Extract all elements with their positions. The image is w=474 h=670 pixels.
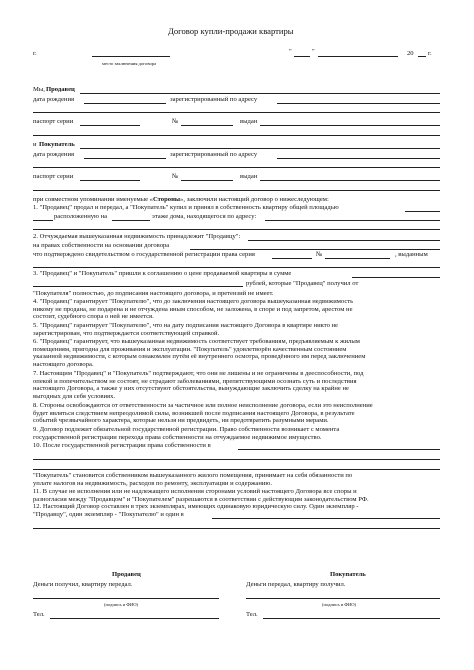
buyer-signature-field[interactable] xyxy=(246,598,440,599)
clause-1-line2b: этаже дома, находящегося по адресу: xyxy=(152,213,257,220)
buyer-and: и xyxy=(33,141,37,148)
clause-5: 5. "Продавец" гарантирует "Покупателю", что на дату подписания настоящего Договора в квартире никто не зарегистрирован, что подтверждается соответствующей справкой. xyxy=(33,322,338,337)
buyer-dob-field[interactable] xyxy=(84,158,166,159)
seller-signature-field[interactable] xyxy=(33,598,219,599)
seller-dob-label: дата рождения xyxy=(33,96,75,103)
certificate-number-field[interactable] xyxy=(325,258,390,259)
quote-close: " xyxy=(312,48,315,55)
seller-name-field[interactable] xyxy=(80,93,440,94)
day-field[interactable] xyxy=(294,56,310,57)
seller-passport-series-field[interactable] xyxy=(80,125,140,126)
buyer-registered-label: зарегистрированный по адресу xyxy=(170,151,258,158)
clause-9: 9. Договор подлежит обязательной государственной регистрации. Право собственности возникает с момента государственной регистрации перехода права собственности на отчуждаемое недвижимое имущество. xyxy=(33,426,340,441)
seller-issued-line2[interactable] xyxy=(33,135,440,136)
city-prefix: г. xyxy=(33,50,37,57)
property-address-line2[interactable] xyxy=(33,229,440,230)
place-note: место заключения договора xyxy=(102,61,157,66)
third-copy-recipient-line2[interactable] xyxy=(33,528,440,529)
clause-2-line3: что подтверждено свидетельством о государственной регистрации права серия xyxy=(33,251,255,258)
seller-address-line2[interactable] xyxy=(33,112,440,113)
seller-issued-field[interactable] xyxy=(260,125,440,126)
buyer-passport-number-field[interactable] xyxy=(181,180,233,181)
buyer-dob-label: дата рождения xyxy=(33,151,75,158)
month-field[interactable] xyxy=(318,56,398,57)
clause-1-line2a: расположенную на xyxy=(54,213,108,220)
buyer-label: Покупатель xyxy=(39,141,75,148)
clause-2-line2: на правах собственности на основании договора xyxy=(33,242,170,249)
third-copy-recipient-field[interactable] xyxy=(212,518,440,519)
clause-6: 6. "Продавец" гарантирует, что вышеуказанная недвижимость соответствует требованиям, предъявляемым к жилым помещениям, пригодна для проживания и эксплуатации. "Покупатель" удовлетворён качественным состоянием указанной недвижимости, с которым ознакомлен путём её внутреннего осмотра, проведённого им перед заключением настоящего договора. xyxy=(33,338,366,368)
clause-11-12: 11. В случае не исполнения или не надлежащего исполнения сторонами условий настоящего Договора все споры и разногласия между "Продавцом" и "Покупателем" разрешаются в соответствии с действующим законодательством РФ. 12. Настоящий Договор составлен в трех экземплярах, имеющих одинаковую юридическую силу. Один экземпляр - "Продавцу", один экземпляр - "Покупателю" и один в xyxy=(33,488,369,518)
seller-label: Продавец xyxy=(46,86,75,93)
buyer-signature-title: Покупатель xyxy=(330,571,366,578)
registration-authority-line3[interactable] xyxy=(33,469,440,470)
seller-passport-number-field[interactable] xyxy=(181,125,233,126)
buyer-passport-label: паспорт серии xyxy=(33,173,74,180)
seller-address-field[interactable] xyxy=(277,103,440,104)
seller-passport-label: паспорт серии xyxy=(33,118,74,125)
seller-num-label: № xyxy=(172,118,179,125)
clause-10-line1: 10. После государственной регистрации права собственности в xyxy=(33,442,211,449)
registration-authority-field[interactable] xyxy=(238,449,440,450)
buyer-money-note: Деньги передал, квартиру получил. xyxy=(246,581,346,588)
area-field[interactable] xyxy=(405,211,440,212)
clause-2-num: № xyxy=(316,251,323,258)
intro-text: при совместном упоминании именуемые «Стороны», заключили настоящий договор о нижеследующем: xyxy=(33,196,329,203)
buyer-issued-label: выдан xyxy=(240,173,258,180)
clause-3-line3: "Покупателя" полностью, до подписания настоящего договора, и претензий не имеет. xyxy=(33,290,274,297)
seller-we: Мы, xyxy=(33,86,45,93)
floor-field[interactable] xyxy=(112,220,150,221)
clause-10-body: "Покупатель" становится собственником вышеуказанного жилого помещения, принимает на себя обязанности по уплате налогов на недвижимость, расходов по ремонту, эксплуатации и содержанию. xyxy=(33,472,353,487)
buyer-issued-line2[interactable] xyxy=(33,190,440,191)
seller-signature-title: Продавец xyxy=(112,571,141,578)
buyer-sign-note: (подпись и ФИО) xyxy=(322,602,357,607)
clause-3-line2: рублей, которые "Продавец" получил от xyxy=(246,280,359,287)
year-field[interactable] xyxy=(418,56,426,57)
buyer-phone-label: Тел. xyxy=(246,611,258,618)
buyer-phone-field[interactable] xyxy=(263,618,440,619)
buyer-num-label: № xyxy=(172,173,179,180)
buyer-passport-series-field[interactable] xyxy=(80,180,140,181)
price-words-field[interactable] xyxy=(33,286,243,287)
seller-phone-field[interactable] xyxy=(50,618,219,619)
buyer-name-field[interactable] xyxy=(80,148,440,149)
clause-3-line1: 3. "Продавец" и "Покупатель" пришли к соглашению о цене продаваемой квартиры в сумме xyxy=(33,270,292,277)
quote-open: " xyxy=(289,48,292,55)
buyer-issued-field[interactable] xyxy=(260,180,440,181)
seller-phone-label: Тел. xyxy=(33,611,45,618)
certificate-issuer-field[interactable] xyxy=(33,267,440,268)
seller-issued-label: выдан xyxy=(240,118,258,125)
year-prefix: 20 xyxy=(407,50,414,57)
registration-authority-line2[interactable] xyxy=(33,459,440,460)
place-field[interactable] xyxy=(92,56,170,57)
clause-7: 7. Настоящим "Продавец" и "Покупатель" подтверждают, что они не лишены и не ограничены в дееспособности, под опекой и попечительством не состоят, не страдают заболеваниями, препятствующими осознать суть и последствия настоящего Договора, а также у них отсутствуют обстоятельства, вынуждающие заключить сделку на крайне не выгодных для себя условиях. xyxy=(33,370,364,400)
property-address-field[interactable] xyxy=(265,220,440,221)
area-field-2[interactable] xyxy=(33,220,53,221)
seller-money-note: Деньги получил, квартиру передал. xyxy=(33,581,133,588)
seller-registered-label: зарегистрированный по адресу xyxy=(170,96,258,103)
seller-sign-note: (подпись и ФИО) xyxy=(104,602,139,607)
basis-contract-field[interactable] xyxy=(190,249,440,250)
certificate-series-field[interactable] xyxy=(272,258,312,259)
seller-owner-field[interactable] xyxy=(248,240,440,241)
clause-4: 4. "Продавец" гарантирует "Покупателю", что до заключения настоящего договора вышеуказанная недвижимость никому не продана, не подарена и не отчуждена иным способом, не заложена, в споре и под запретом, арестом не состоит, судебного спора о ней не имеется. xyxy=(33,298,354,321)
clause-1-line1: 1. "Продавец" продал и передал, а "Покупатель" купил и принял в собственность квартиру общей площадью xyxy=(33,204,339,211)
seller-dob-field[interactable] xyxy=(84,103,166,104)
clause-8: 8. Стороны освобождаются от ответственности за частичное или полное неисполнение договора, если это неисполнение будет являться следствием непреодолимой силы, возникшей после подписания настоящего Договора, в результате событий чрезвычайного характера, которые нельзя ни предвидеть, ни предотвратить разумными мерами. xyxy=(33,402,373,425)
buyer-address-field[interactable] xyxy=(277,158,440,159)
clause-2-issued: , выданным xyxy=(395,251,428,258)
document-title: Договор купли-продажи квартиры xyxy=(168,26,294,36)
clause-2-line1: 2. Отчуждаемая вышеуказанная недвижимость принадлежит "Продавцу": xyxy=(33,233,241,240)
price-field[interactable] xyxy=(352,277,440,278)
year-suffix: г. xyxy=(428,50,432,57)
buyer-address-line2[interactable] xyxy=(33,167,440,168)
